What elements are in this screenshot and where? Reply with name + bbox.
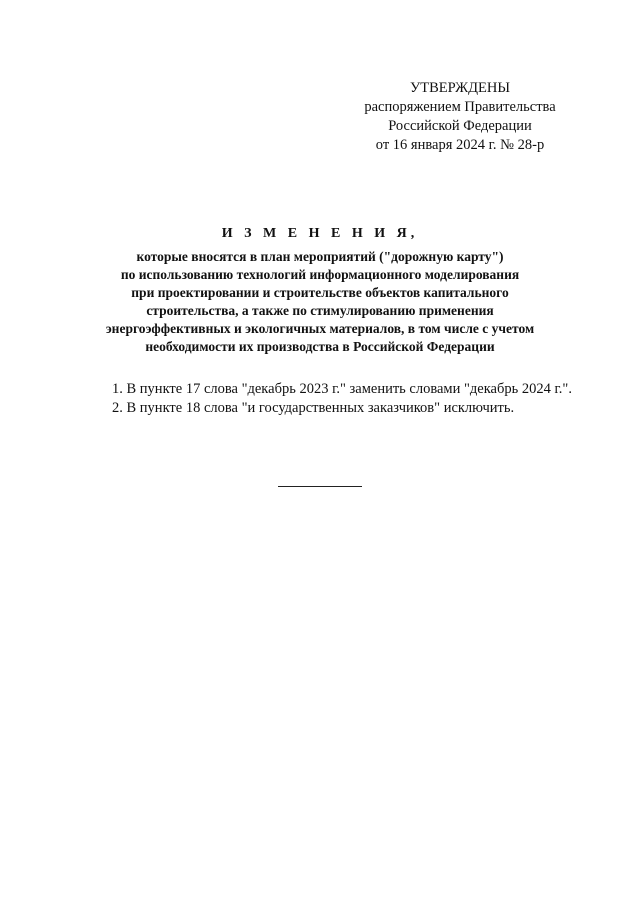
amendment-item-1: 1. В пункте 17 слова "декабрь 2023 г." заменить словами "декабрь 2024 г.". — [112, 381, 572, 397]
document-title: И З М Е Н Е Н И Я, — [221, 226, 419, 241]
document-subtitle — [60, 248, 580, 356]
approval-date-number: от 16 января 2024 г. № 28-р — [375, 137, 545, 153]
approval-country: Российской Федерации — [388, 118, 532, 134]
amendment-item-2: 2. В пункте 18 слова "и государственных заказчиков" исключить. — [112, 400, 515, 416]
subtitle-line: по использованию технологий информационного моделирования — [120, 267, 520, 282]
subtitle-line: энергоэффективных и экологичных материалов, в том числе с учетом — [105, 321, 535, 336]
closing-separator-line — [278, 486, 362, 487]
approval-stamp — [340, 79, 580, 155]
document-body — [74, 380, 576, 418]
approval-title: УТВЕРЖДЕНЫ — [409, 80, 511, 96]
subtitle-line: строительства, а также по стимулированию применения — [146, 303, 494, 318]
subtitle-line: при проектировании и строительстве объектов капитального — [131, 285, 509, 300]
subtitle-line: которые вносятся в план мероприятий ("дорожную карту") — [136, 249, 504, 264]
subtitle-line: необходимости их производства в Российской Федерации — [145, 339, 495, 354]
approval-authority: распоряжением Правительства — [364, 99, 556, 115]
